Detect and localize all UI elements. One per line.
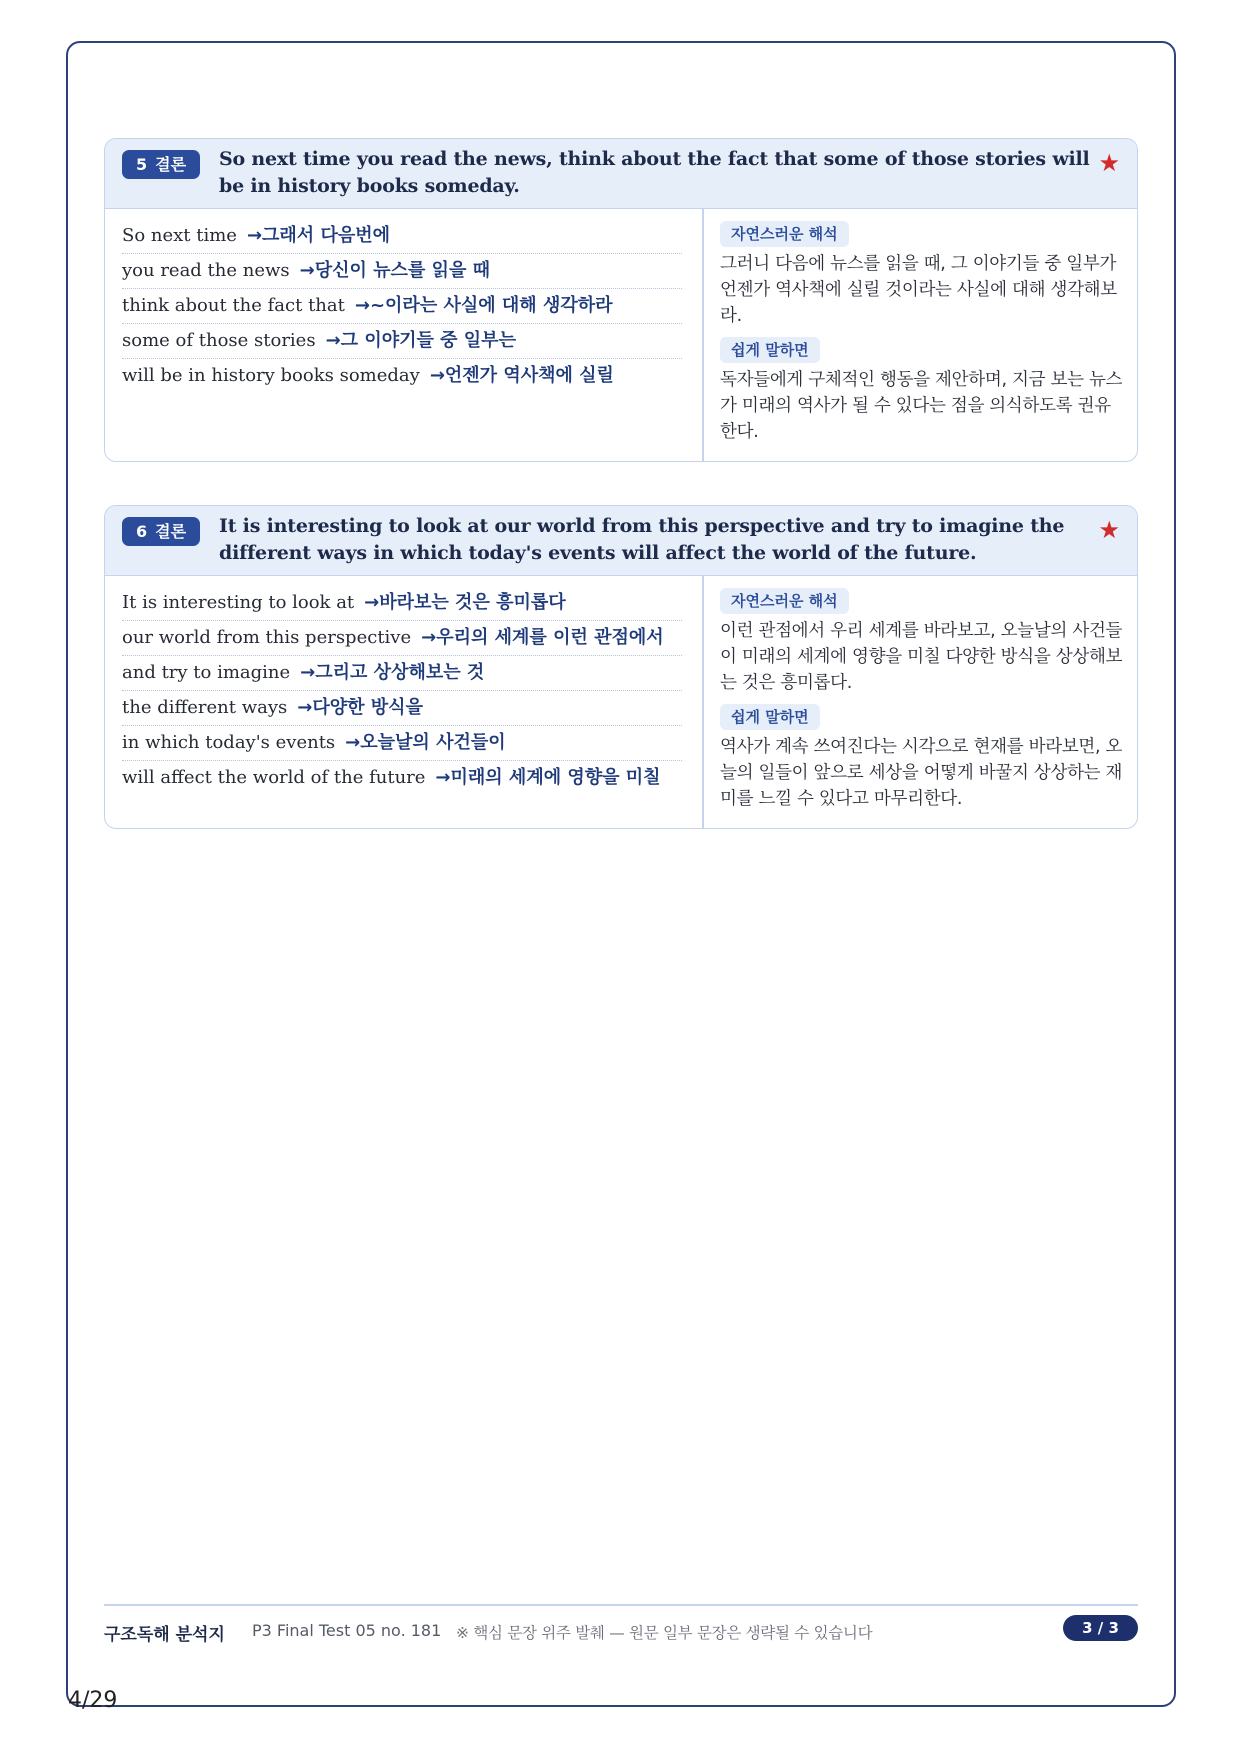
sentence-header xyxy=(105,506,1137,576)
chunk-korean: →오늘날의 사건들이 xyxy=(345,732,506,753)
footer-title: 구조독해 분석지 xyxy=(104,1625,225,1645)
sentence-card-6 xyxy=(104,505,1138,829)
chunk-korean: →우리의 세계를 이런 관점에서 xyxy=(421,627,664,648)
chunk-korean: →~이라는 사실에 대해 생각하라 xyxy=(354,295,613,316)
sentence-card-5 xyxy=(104,138,1138,462)
chunk-row xyxy=(122,621,682,656)
chunk-english: the different ways xyxy=(122,697,288,718)
chunk-english: think about the fact that xyxy=(122,295,345,316)
chunk-row xyxy=(122,761,682,796)
chunk-korean: →미래의 세계에 영향을 미칠 xyxy=(435,767,661,788)
chunk-row xyxy=(122,726,682,761)
chunk-korean: →바라보는 것은 흥미롭다 xyxy=(364,592,566,613)
chunk-korean: →언젠가 역사책에 실릴 xyxy=(429,365,614,386)
footer-source: P3 Final Test 05 no. 181 xyxy=(252,1621,442,1640)
chunk-row xyxy=(122,254,682,289)
column-divider xyxy=(702,576,704,828)
document-page-counter: 4/29 xyxy=(68,1688,118,1713)
chunk-english: will be in history books someday xyxy=(122,365,420,386)
page-indicator: 3 / 3 xyxy=(1063,1615,1138,1641)
easy-explanation-label: 쉽게 말하면 xyxy=(720,704,820,730)
sentence-header xyxy=(105,139,1137,209)
chunk-english: will affect the world of the future xyxy=(122,767,426,788)
sentence-text: So next time you read the news, think about the fact that some of those stories will be in history books someday. xyxy=(219,148,1090,197)
sentence-number: 5 xyxy=(136,155,148,174)
star-icon: ★ xyxy=(1098,149,1120,177)
sentence-tag: 결론 xyxy=(155,155,187,174)
sentence-badge xyxy=(122,150,200,179)
easy-explanation-text: 독자들에게 구체적인 행동을 제안하며, 지금 보는 뉴스가 미래의 역사가 될 수 있다는 점을 의식하도록 권유한다. xyxy=(720,370,1123,442)
chunk-korean: →그리고 상상해보는 것 xyxy=(300,662,485,683)
chunk-korean: →다양한 방식을 xyxy=(297,697,423,718)
column-divider xyxy=(702,209,704,461)
chunk-korean: →당신이 뉴스를 읽을 때 xyxy=(299,260,491,281)
easy-explanation-text: 역사가 계속 쓰여진다는 시각으로 현재를 바라보면, 오늘의 일들이 앞으로 세상을 어떻게 바꿀지 상상하는 재미를 느낄 수 있다고 마무리한다. xyxy=(720,737,1123,809)
natural-translation-label: 자연스러운 해석 xyxy=(720,588,849,614)
chunk-row xyxy=(122,691,682,726)
sentence-number: 6 xyxy=(136,522,148,541)
notes-panel xyxy=(720,221,1125,445)
star-icon: ★ xyxy=(1098,516,1120,544)
chunk-korean: →그래서 다음번에 xyxy=(246,225,391,246)
chunk-english: in which today's events xyxy=(122,732,336,753)
sentence-tag: 결론 xyxy=(155,522,187,541)
chunk-english: you read the news xyxy=(122,260,290,281)
chunk-list xyxy=(122,219,682,394)
chunk-english: So next time xyxy=(122,225,237,246)
chunk-list xyxy=(122,586,682,796)
chunk-row xyxy=(122,656,682,691)
chunk-row xyxy=(122,219,682,254)
chunk-row xyxy=(122,359,682,394)
chunk-korean: →그 이야기들 중 일부는 xyxy=(325,330,516,351)
sentence-text: It is interesting to look at our world from this perspective and try to imagine the different ways in which today's events will affect the world of the future. xyxy=(219,515,1065,564)
notes-panel xyxy=(720,588,1125,812)
natural-translation-text: 그러니 다음에 뉴스를 읽을 때, 그 이야기들 중 일부가 언젠가 역사책에 실릴 것이라는 사실에 대해 생각해보라. xyxy=(720,254,1117,326)
natural-translation-text: 이런 관점에서 우리 세계를 바라보고, 오늘날의 사건들이 미래의 세계에 영향을 미칠 다양한 방식을 상상해보는 것은 흥미롭다. xyxy=(720,621,1123,693)
chunk-english: and try to imagine xyxy=(122,662,291,683)
chunk-english: some of those stories xyxy=(122,330,316,351)
easy-explanation-label: 쉽게 말하면 xyxy=(720,337,820,363)
sentence-badge xyxy=(122,517,200,546)
chunk-row xyxy=(122,289,682,324)
chunk-english: our world from this perspective xyxy=(122,627,412,648)
chunk-row xyxy=(122,586,682,621)
footer xyxy=(104,1612,1138,1648)
footer-note: ※ 핵심 문장 위주 발췌 — 원문 일부 문장은 생략될 수 있습니다 xyxy=(456,1624,873,1642)
chunk-english: It is interesting to look at xyxy=(122,592,355,613)
chunk-row xyxy=(122,324,682,359)
footer-divider xyxy=(104,1604,1138,1606)
natural-translation-label: 자연스러운 해석 xyxy=(720,221,849,247)
